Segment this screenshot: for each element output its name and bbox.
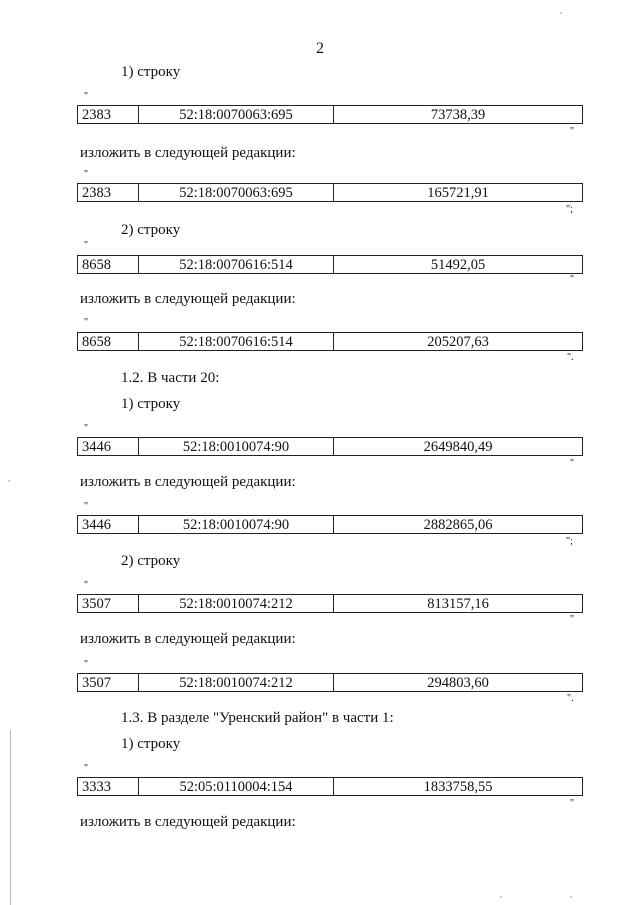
row-value: 294803,60: [334, 674, 583, 692]
item-1-label: 1) строку: [121, 736, 181, 752]
quote-close-semicolon: ";: [566, 204, 573, 215]
row-cadastral: 52:05:0110004:154: [139, 778, 334, 796]
quote-open: ": [84, 317, 89, 328]
quote-close: ": [570, 274, 575, 285]
row-value: 2882865,06: [334, 516, 583, 534]
row-number: 3333: [78, 778, 139, 796]
replace-label: изложить в следующей редакции:: [80, 814, 296, 830]
row-value: 51492,05: [334, 256, 583, 274]
table-row: [77, 437, 583, 456]
row-number: 2383: [78, 106, 139, 124]
quote-close-period: ".: [567, 352, 574, 363]
row-value: 1833758,55: [334, 778, 583, 796]
row-number: 2383: [78, 184, 139, 202]
table-row: [77, 105, 583, 124]
table-row: [77, 673, 583, 692]
quote-close: ": [570, 126, 575, 137]
table-row: [77, 777, 583, 796]
row-number: 3446: [78, 438, 139, 456]
scan-speck: [560, 12, 562, 14]
scan-edge-line: [10, 730, 11, 905]
row-number: 3507: [78, 595, 139, 613]
row-cadastral: 52:18:0070063:695: [139, 184, 334, 202]
item-1-label: 1) строку: [121, 64, 181, 80]
table-row: [77, 515, 583, 534]
quote-open: ": [84, 423, 89, 434]
replace-label: изложить в следующей редакции:: [80, 474, 296, 490]
section-1-2-heading: 1.2. В части 20:: [121, 370, 220, 386]
scan-speck: [8, 480, 10, 482]
quote-close: ": [570, 614, 575, 625]
quote-close: ": [570, 798, 575, 809]
item-1-label: 1) строку: [121, 396, 181, 412]
quote-open: ": [84, 169, 89, 180]
row-cadastral: 52:18:0010074:90: [139, 438, 334, 456]
row-number: 8658: [78, 256, 139, 274]
quote-open: ": [84, 91, 89, 102]
quote-close-period: ".: [567, 693, 574, 704]
row-cadastral: 52:18:0010074:212: [139, 595, 334, 613]
quote-open: ": [84, 501, 89, 512]
row-cadastral: 52:18:0070616:514: [139, 256, 334, 274]
table-row: [77, 332, 583, 351]
quote-open: ": [84, 659, 89, 670]
row-cadastral: 52:18:0010074:90: [139, 516, 334, 534]
row-number: 3446: [78, 516, 139, 534]
row-value: 205207,63: [334, 333, 583, 351]
row-value: 165721,91: [334, 184, 583, 202]
quote-close: ": [570, 458, 575, 469]
quote-open: ": [84, 763, 89, 774]
scan-speck: [500, 896, 502, 898]
quote-open: ": [84, 240, 89, 251]
row-value: 813157,16: [334, 595, 583, 613]
item-2-label: 2) строку: [121, 222, 181, 238]
table-row: [77, 183, 583, 202]
row-value: 2649840,49: [334, 438, 583, 456]
row-cadastral: 52:18:0070616:514: [139, 333, 334, 351]
item-2-label: 2) строку: [121, 553, 181, 569]
quote-close-semicolon: ";: [566, 536, 573, 547]
page-number: 2: [316, 40, 324, 57]
table-row: [77, 255, 583, 274]
row-value: 73738,39: [334, 106, 583, 124]
section-1-3-heading: 1.3. В разделе "Уренский район" в части 1:: [121, 710, 394, 726]
replace-label: изложить в следующей редакции:: [80, 145, 296, 161]
row-cadastral: 52:18:0070063:695: [139, 106, 334, 124]
scan-speck: [570, 896, 572, 898]
table-row: [77, 594, 583, 613]
quote-open: ": [84, 580, 89, 591]
replace-label: изложить в следующей редакции:: [80, 631, 296, 647]
row-number: 8658: [78, 333, 139, 351]
row-number: 3507: [78, 674, 139, 692]
row-cadastral: 52:18:0010074:212: [139, 674, 334, 692]
replace-label: изложить в следующей редакции:: [80, 291, 296, 307]
